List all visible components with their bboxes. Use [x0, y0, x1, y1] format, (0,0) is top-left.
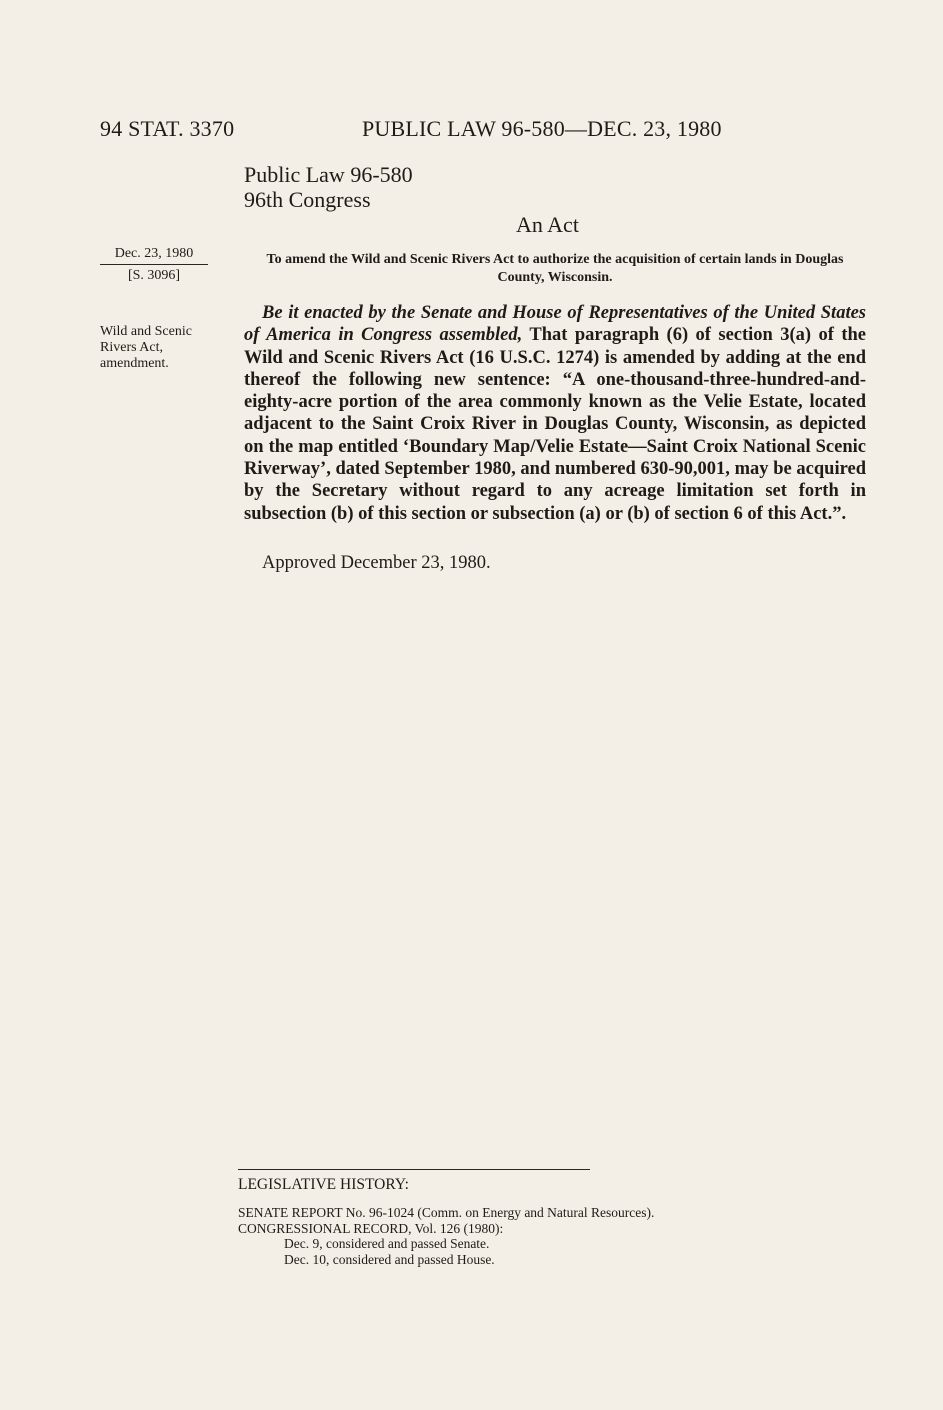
senate-report: SENATE REPORT No. 96-1024 (Comm. on Energy and Natural Resources).	[238, 1205, 655, 1220]
running-header-law: PUBLIC LAW 96-580—DEC. 23, 1980	[362, 116, 722, 141]
enacting-clause: Be it enacted by the Senate and House of Representatives of the United States of America in Congress assembled,	[244, 303, 866, 346]
margin-bill-number: [S. 3096]	[127, 268, 181, 283]
margin-note	[100, 324, 230, 372]
margin-note-line: amendment.	[100, 356, 169, 371]
margin-note-line: Wild and Scenic	[100, 324, 192, 339]
history-divider	[238, 1169, 590, 1170]
act-text: That paragraph (6) of section 3(a) of the Wild and Scenic Rivers Act (16 U.S.C. 1274) is amended by adding at the end thereof the following new sentence: “A one-thousand-three-hundred-and-eighty-acre portion of the area commonly known as the Velie Estate, located adjacent to the Saint Croix River in Douglas County, Wisconsin, as depicted on the map entitled ‘Boundary Map/Velie Estate—Saint Croix National Scenic Riverway’, dated September 1980, and numbered 630-90,001, may be acquired by the Secretary without regard to any acreage limitation set forth in subsection (b) of this section or subsection (a) or (b) of section 6 of this Act.”.	[244, 325, 866, 524]
act-purpose: To amend the Wild and Scenic Rivers Act to authorize the acquisition of certain lands in Douglas County, Wisconsin.	[266, 252, 844, 285]
margin-note-line: Rivers Act,	[100, 340, 163, 355]
act-paragraph	[244, 302, 866, 525]
running-header-stat: 94 STAT. 3370	[100, 116, 235, 141]
law-identifier	[244, 162, 413, 212]
margin-date: Dec. 23, 1980	[114, 246, 194, 261]
legislative-history	[238, 1205, 654, 1267]
public-law-number: Public Law 96-580	[244, 162, 413, 187]
margin-divider	[100, 264, 208, 265]
act-title: An Act	[516, 212, 579, 237]
congress-label: 96th Congress	[244, 187, 371, 212]
legislative-history-title: LEGISLATIVE HISTORY:	[238, 1176, 409, 1193]
approval-date: Approved December 23, 1980.	[262, 553, 491, 573]
congressional-record: CONGRESSIONAL RECORD, Vol. 126 (1980):	[238, 1220, 504, 1236]
history-action: Dec. 10, considered and passed House.	[284, 1251, 495, 1267]
act-body	[244, 302, 866, 525]
history-action: Dec. 9, considered and passed Senate.	[284, 1236, 490, 1251]
